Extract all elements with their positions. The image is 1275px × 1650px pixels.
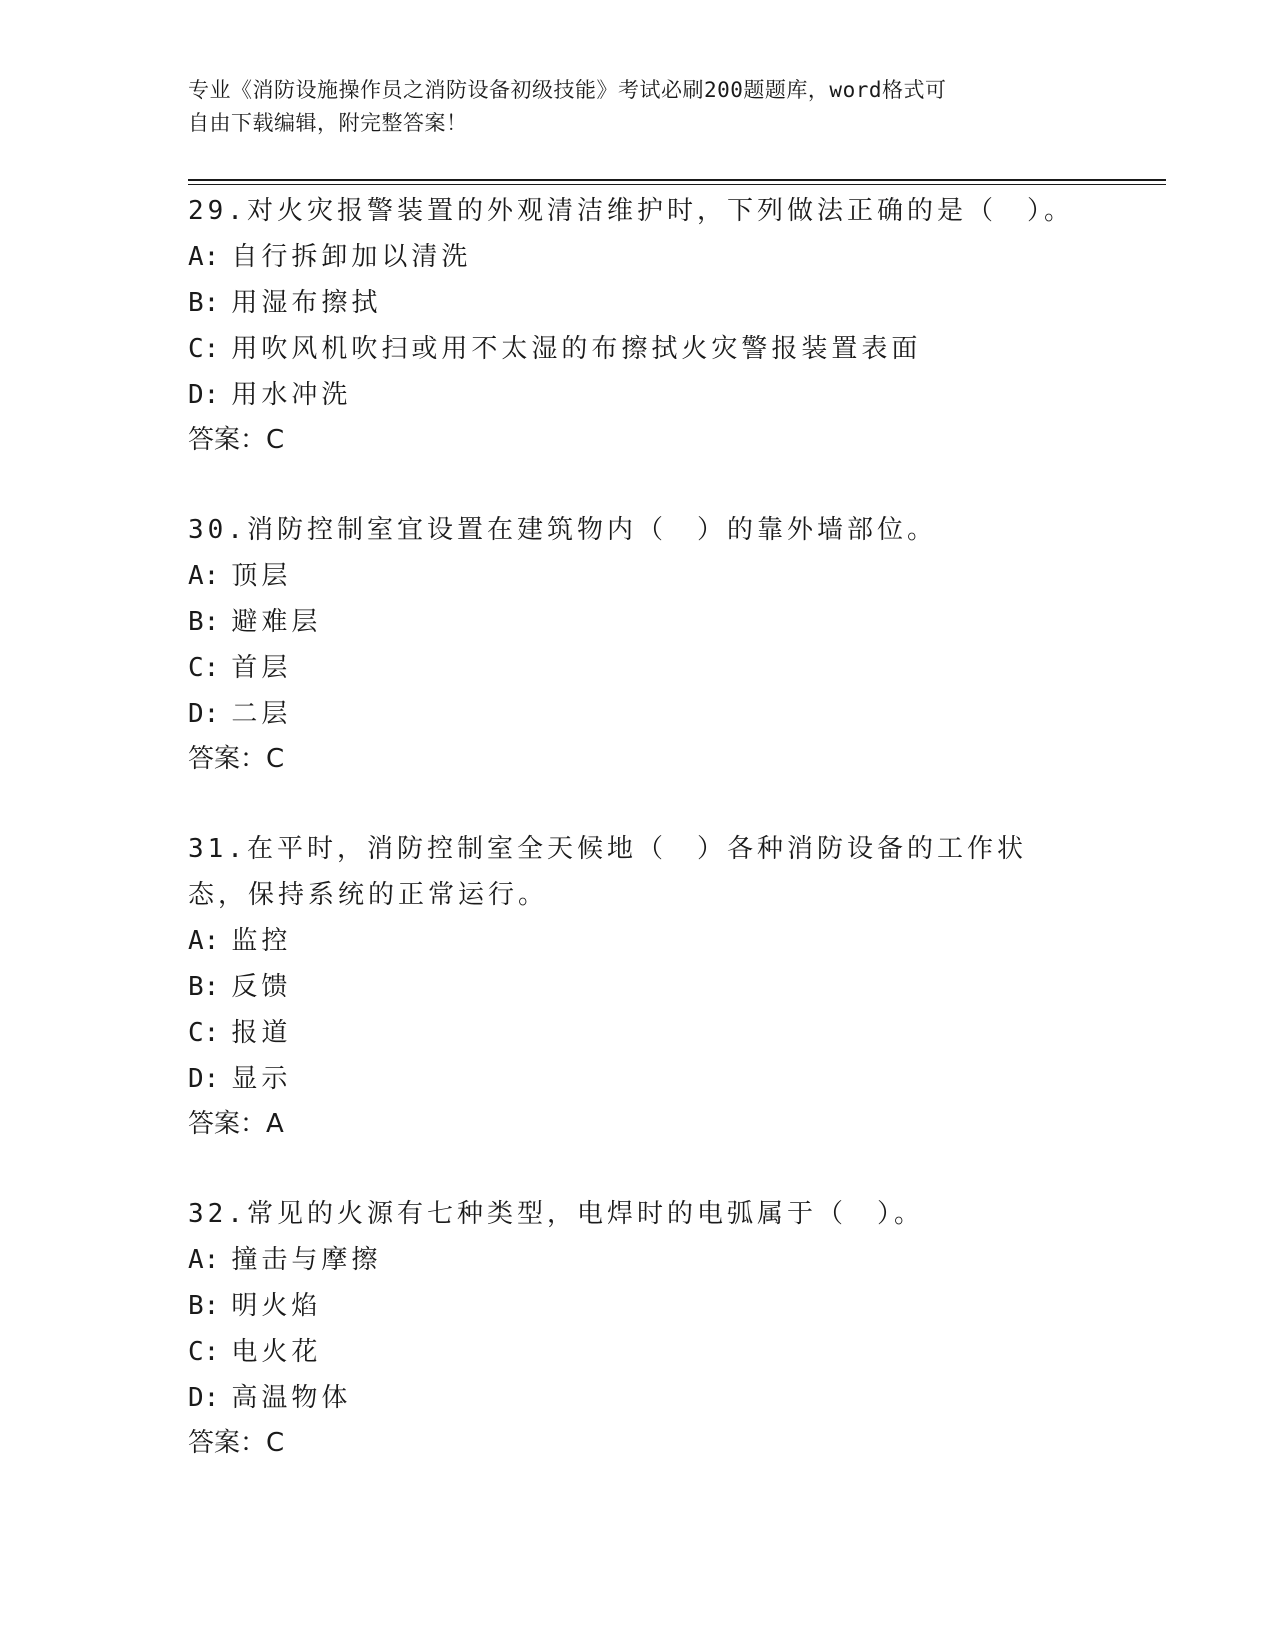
option-d: [188, 691, 1088, 737]
option-text: 显示: [231, 1064, 292, 1094]
option-text: 首层: [231, 653, 292, 683]
option-a: [188, 234, 1088, 280]
question-32: [188, 1191, 1088, 1465]
answer-line: 答案：C: [188, 425, 285, 455]
option-letter: B:: [188, 607, 220, 637]
option-d: [188, 1375, 1088, 1421]
option-text: 顶层: [231, 561, 292, 591]
option-c: [188, 1010, 1088, 1056]
option-a: [188, 1237, 1088, 1283]
option-text: 二层: [231, 699, 292, 729]
option-letter: C:: [188, 653, 220, 683]
option-text: 高温物体: [231, 1383, 352, 1413]
question-stem: 30.消防控制室宜设置在建筑物内（ ）的靠外墙部位。: [188, 515, 937, 545]
option-text: 明火焰: [231, 1291, 322, 1321]
option-letter: C:: [188, 1018, 220, 1048]
option-letter: A:: [188, 242, 220, 272]
option-text: 报道: [231, 1018, 292, 1048]
option-b: [188, 964, 1088, 1010]
option-text: 用吹风机吹扫或用不太湿的布擦拭火灾警报装置表面: [231, 334, 922, 364]
question-31: [188, 826, 1088, 1146]
option-letter: A:: [188, 926, 220, 956]
option-b: [188, 599, 1088, 645]
option-a: [188, 553, 1088, 599]
answer-line: 答案：C: [188, 744, 285, 774]
question-list: [188, 188, 1088, 1510]
option-letter: B:: [188, 972, 220, 1002]
answer-line: 答案：C: [188, 1428, 285, 1458]
question-stem: 31.在平时，消防控制室全天候地（ ）各种消防设备的工作状态，保持系统的正常运行。: [188, 834, 1027, 910]
option-text: 用水冲洗: [231, 380, 352, 410]
option-a: [188, 918, 1088, 964]
option-d: [188, 372, 1088, 418]
option-letter: D:: [188, 1383, 220, 1413]
option-b: [188, 280, 1088, 326]
option-text: 避难层: [231, 607, 322, 637]
question-30: [188, 507, 1088, 781]
option-letter: D:: [188, 699, 220, 729]
option-text: 撞击与摩擦: [231, 1245, 382, 1275]
option-c: [188, 326, 1088, 372]
option-letter: A:: [188, 561, 220, 591]
option-text: 监控: [231, 926, 292, 956]
option-c: [188, 645, 1088, 691]
option-text: 反馈: [231, 972, 292, 1002]
answer-line: 答案：A: [188, 1109, 284, 1139]
header-line-1: 专业《消防设施操作员之消防设备初级技能》考试必刷200题题库，word格式可: [188, 78, 947, 102]
option-letter: C:: [188, 334, 220, 364]
header-divider-thick: [188, 179, 1166, 181]
option-letter: D:: [188, 380, 220, 410]
option-b: [188, 1283, 1088, 1329]
option-text: 电火花: [231, 1337, 322, 1367]
option-letter: A:: [188, 1245, 220, 1275]
option-letter: D:: [188, 1064, 220, 1094]
option-text: 自行拆卸加以清洗: [231, 242, 472, 272]
option-c: [188, 1329, 1088, 1375]
option-letter: B:: [188, 1291, 220, 1321]
option-letter: B:: [188, 288, 220, 318]
question-29: [188, 188, 1088, 462]
header-divider-thin: [188, 184, 1166, 185]
question-stem: 32.常见的火源有七种类型，电焊时的电弧属于（ ）。: [188, 1199, 924, 1229]
document-header: [188, 74, 1088, 140]
header-line-2: 自由下载编辑，附完整答案！: [188, 111, 468, 135]
option-d: [188, 1056, 1088, 1102]
option-letter: C:: [188, 1337, 220, 1367]
option-text: 用湿布擦拭: [231, 288, 382, 318]
question-stem: 29.对火灾报警装置的外观清洁维护时，下列做法正确的是（ ）。: [188, 196, 1074, 226]
